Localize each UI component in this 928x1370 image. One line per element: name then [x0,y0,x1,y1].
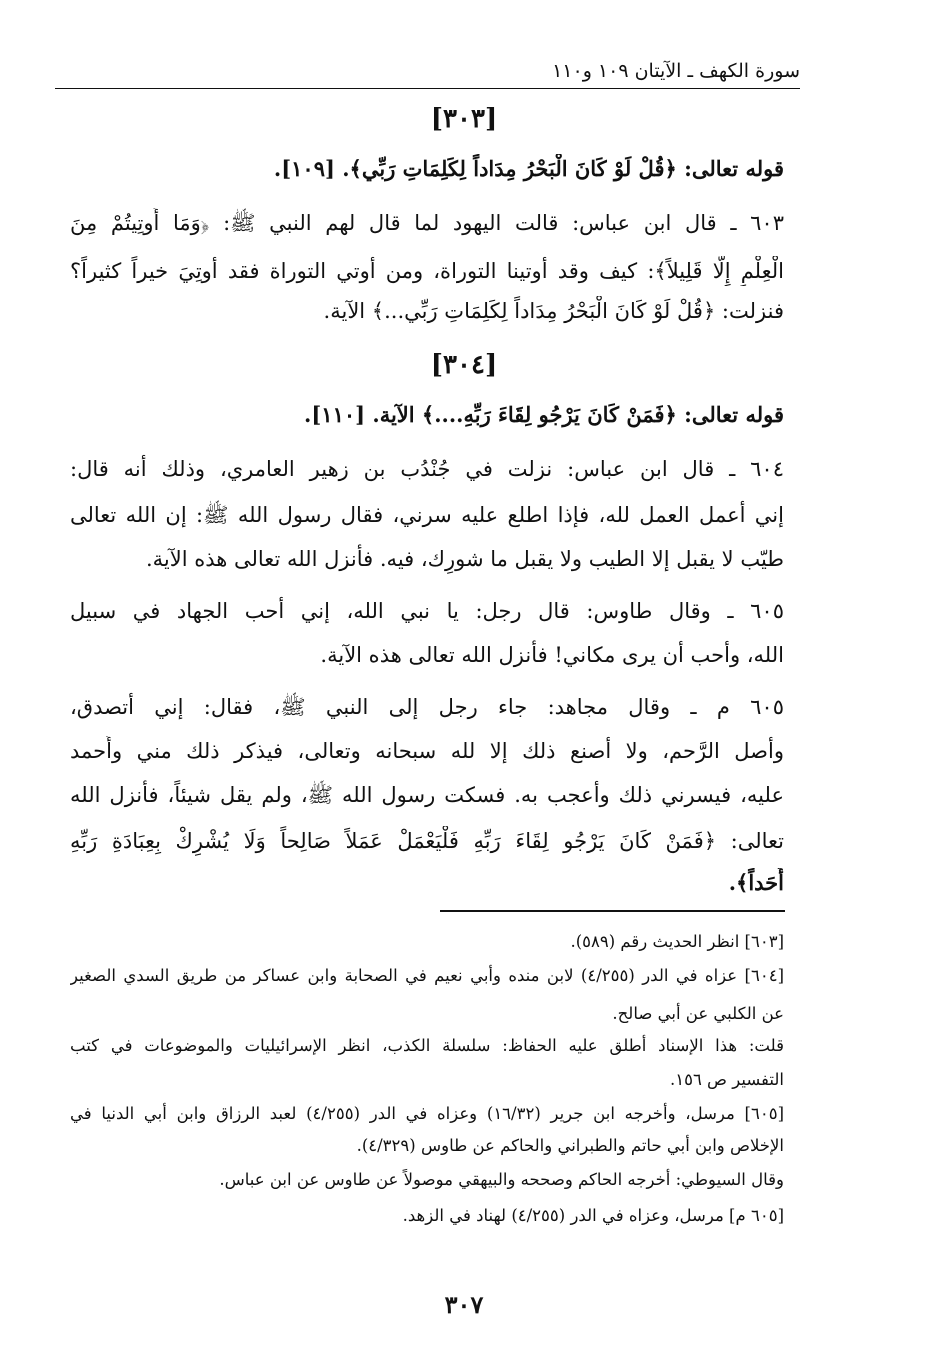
footnote-line: [٦٠٥ م] مرسل، وعزاه في الدر (٤/٢٥٥) لهناد في الزهد. [402,1206,784,1225]
section-number-303: [٣٠٣] [430,104,498,134]
page-number: ٣٠٧ [444,1290,484,1319]
header-title: سورة الكهف ـ الآيتان ١٠٩ و١١٠ [542,60,800,82]
paragraph-line: فنزلت: ﴿قُلْ لَوْ كَانَ الْبَحْرُ مِدَاداً لِكَلِمَاتِ رَبِّي...﴾ الآية. [323,299,784,323]
paragraph-line: ٦٠٥ م ـ وقال مجاهد: جاء رجل إلى النبي ﷺ، فقال: إني أتصدق، [70,695,784,719]
paragraph-line: ٦٠٣ ـ قال ابن عباس: قالت اليهود لما قال لهم النبي ﷺ: ﴿وَمَا أُوتِيتُمْ مِنَ [70,211,784,235]
running-header [55,60,800,94]
paragraph-line: أَحَداً﴾. [728,870,784,895]
footnote-line: [٦٠٣] انظر الحديث رقم (٥٨٩). [570,932,784,951]
footnote-line: قلت: هذا الإسناد أطلق عليه الحفاظ: سلسلة الكذب، انظر الإسرائيليات والموضوعات في كتب [70,1036,784,1055]
footnote-line: التفسير ص ١٥٦. [669,1070,784,1089]
paragraph-line: وأصل الرَّحم، ولا أصنع ذلك إلا لله سبحانه وتعالى، فيذكر ذلك مني وأُحمد [70,739,784,763]
paragraph-line: عليه، فيسرني ذلك وأعجب به. فسكت رسول الله ﷺ، ولم يقل شيئاً، فأنزل الله [70,783,784,807]
paragraph-line: طيّب لا يقبل إلا الطيب ولا يقبل ما شورِك، فيه. فأنزل الله تعالى هذه الآية. [145,547,784,571]
paragraph-line: ٦٠٥ ـ وقال طاوس: قال رجل: يا نبي الله، إني أحب الجهاد في سبيل [70,599,784,623]
footnote-rule [440,910,785,912]
footnote-line: [٦٠٥] مرسل، وأخرجه ابن جرير (١٦/٣٢) وعزاه في الدر (٤/٢٥٥) لعبد الرزاق وابن أبي الدنيا في [70,1104,784,1123]
paragraph-line: إني أعمل العمل لله، فإذا اطلع عليه سرني، فقال رسول الله ﷺ: إن الله تعالى [70,503,784,527]
header-rule [55,88,800,89]
footnote-line: وقال السيوطي: أخرجه الحاكم وصححه والبيهقي موصولاً عن طاوس عن ابن عباس. [219,1170,784,1189]
verse-heading-109: قوله تعالى: ﴿قُلْ لَوْ كَانَ الْبَحْرُ مِدَاداً لِكَلِمَاتِ رَبِّي﴾. [١٠٩]. [273,156,784,181]
footnote-line: عن الكلبي عن أبي صالح. [612,1004,784,1023]
section-number-304: [٣٠٤] [430,350,498,380]
verse-heading-110: قوله تعالى: ﴿فَمَنْ كَانَ يَرْجُو لِقَاءَ رَبِّهِ....﴾ الآية. [١١٠]. [304,402,784,427]
paragraph-line: تعالى: ﴿فَمَنْ كَانَ يَرْجُو لِقَاءَ رَبِّهِ فَلْيَعْمَلْ عَمَلاً صَالِحاً وَلَا يُشْرِكْ بِعِبَادَةِ رَبِّهِ [70,829,784,853]
paragraph-line: ٦٠٤ ـ قال ابن عباس: نزلت في جُنْدُب بن زهير العامري، وذلك أنه قال: [70,457,784,481]
footnote-line: الإخلاص وابن أبي حاتم والطبراني والحاكم عن طاوس (٤/٣٢٩). [356,1136,784,1155]
paragraph-line: الْعِلْمِ إِلَّا قَلِيلاً﴾: كيف وقد أوتينا التوراة، ومن أوتي التوراة فقد أوتِيَ خيراً كثيراً؟ [70,259,784,283]
paragraph-line: الله، وأحب أن يرى مكاني! فأنزل الله تعالى هذه الآية. [320,643,784,667]
footnote-line: [٦٠٤] عزاه في الدر (٤/٢٥٥) لابن منده وأبي نعيم في الصحابة وابن عساكر من طريق السدي الصغير [70,966,784,985]
